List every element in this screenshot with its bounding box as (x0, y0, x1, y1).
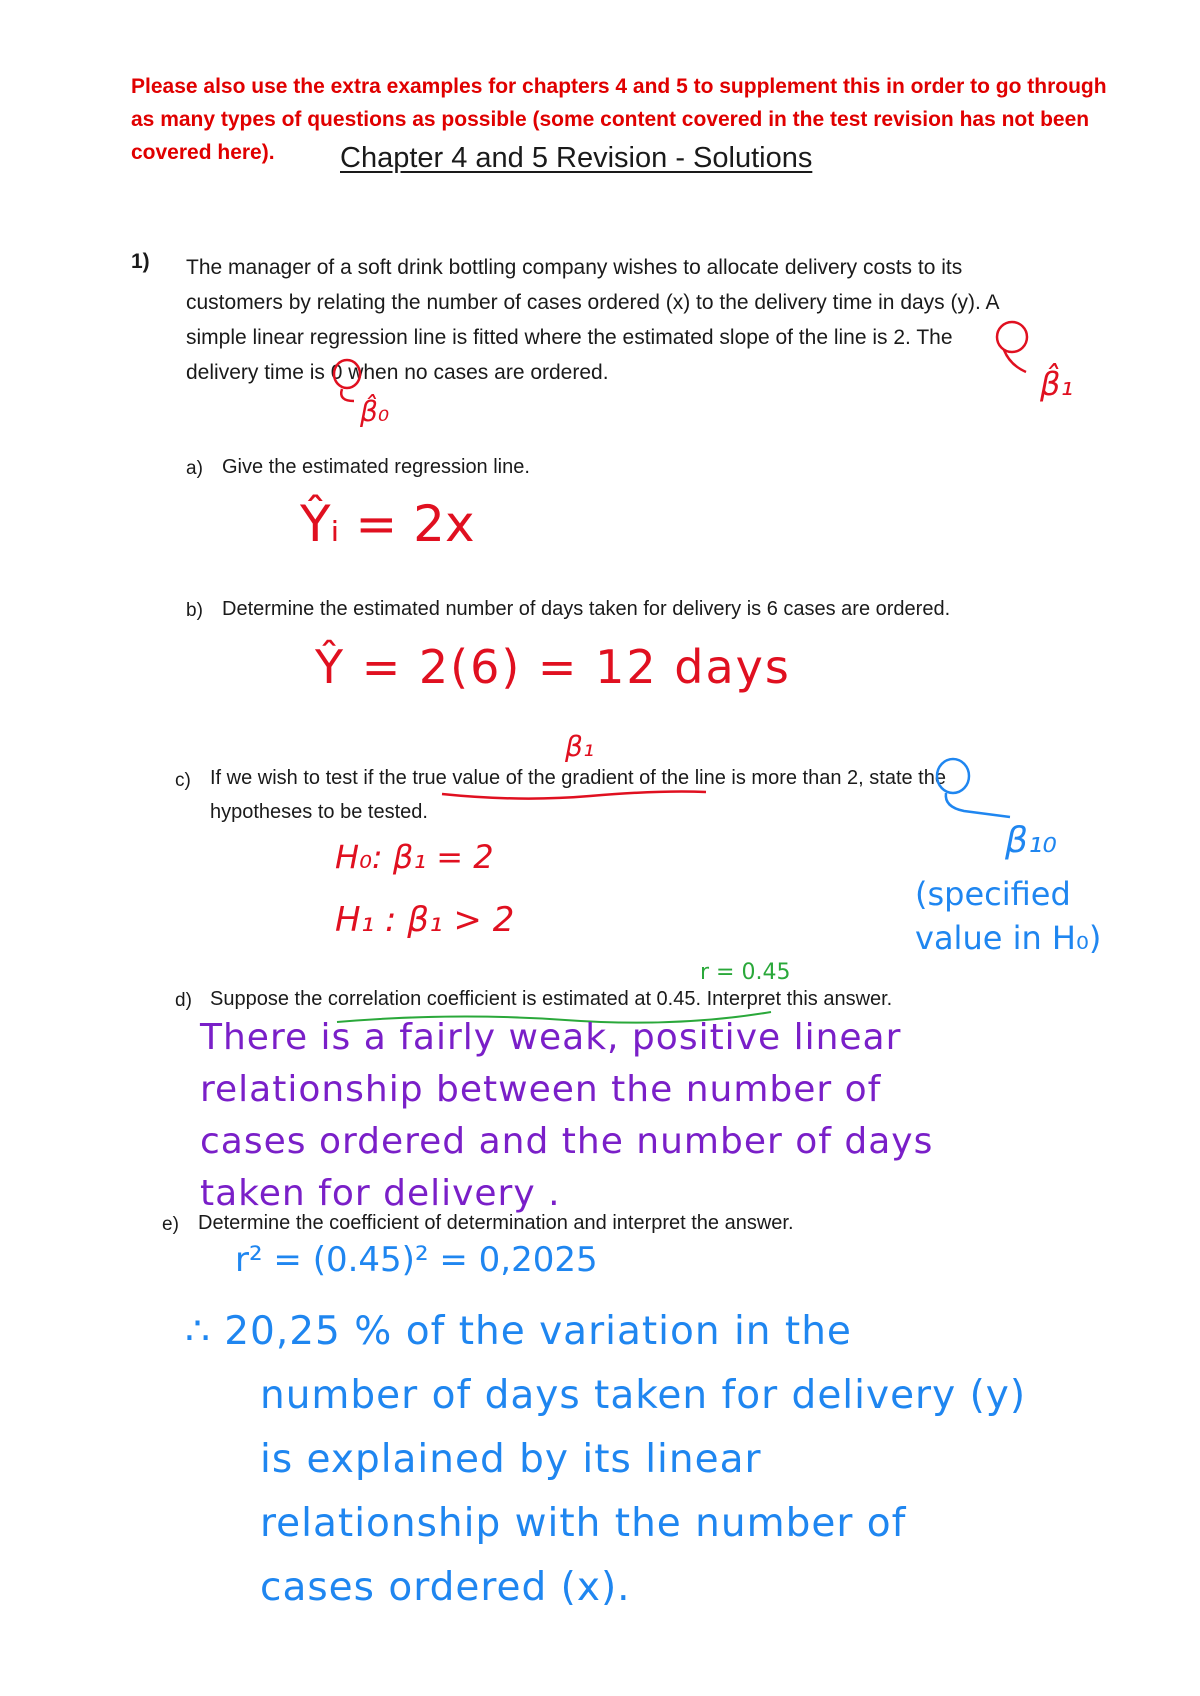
part-b-label: b) (186, 600, 203, 621)
question-text (186, 250, 1086, 390)
gradient-beta-annotation: β₁ (565, 730, 595, 763)
part-a-answer: Ŷᵢ = 2x (300, 495, 475, 553)
part-d-label: d) (175, 990, 192, 1011)
part-c-h1: H₁ : β₁ > 2 (335, 900, 515, 940)
part-c-label: c) (175, 770, 191, 791)
part-c-line1-pre: If we wish to test if the (210, 767, 413, 789)
gradient-underline (440, 782, 710, 804)
question-line: The manager of a soft drink bottling company wishes to allocate delivery costs to its (186, 256, 963, 279)
part-d-pre: Suppose the (210, 988, 328, 1010)
part-a-label: a) (186, 458, 203, 479)
circle-annotation-slope (990, 320, 1040, 380)
side-note-line: value in H₀) (915, 919, 1102, 957)
r-value-annotation: r = 0.45 (700, 960, 791, 985)
part-d-underlined: correlation coefficient (327, 988, 517, 1010)
part-e-calc: r² = (0.45)² = 0,2025 (235, 1240, 598, 1280)
notice-line: covered here). (131, 141, 275, 164)
intercept-symbol-annotation: β̂₀ (360, 395, 390, 428)
question-number: 1) (131, 250, 150, 273)
part-e-answer (185, 1300, 1026, 1620)
part-b-answer: Ŷ = 2(6) = 12 days (315, 640, 791, 694)
notice-line: as many types of questions as possible (some content covered in the test revision has not been (131, 108, 1090, 131)
part-c-line1-post: of the line is more than 2, state the (633, 767, 946, 789)
part-c-underlined: true value of the gradient (412, 767, 634, 789)
part-d-post: is estimated at 0.45. Interpret this answer. (516, 988, 893, 1010)
answer-line: taken for delivery . (200, 1173, 561, 1214)
answer-line: ∴ 20,25 % of the variation in the (185, 1309, 852, 1354)
part-e-label: e) (162, 1214, 179, 1235)
notice-line: Please also use the extra examples for chapters 4 and 5 to supplement this in order to go through (131, 75, 1107, 98)
answer-line: number of days taken for delivery (y) (260, 1373, 1027, 1418)
answer-line: is explained by its linear (260, 1437, 762, 1482)
answer-line: There is a fairly weak, positive linear (200, 1017, 902, 1058)
part-c-side-symbol: β₁₀ (1005, 820, 1057, 861)
part-a-text: Give the estimated regression line. (222, 456, 530, 478)
answer-line: cases ordered (x). (260, 1565, 631, 1610)
part-b-text: Determine the estimated number of days taken for delivery is 6 cases are ordered. (222, 598, 951, 620)
part-d-answer (200, 1012, 933, 1220)
part-e-text: Determine the coefficient of determination and interpret the answer. (198, 1212, 794, 1234)
circle-annotation-two (930, 755, 1020, 830)
answer-line: cases ordered and the number of days (200, 1121, 934, 1162)
page-title: Chapter 4 and 5 Revision - Solutions (340, 142, 813, 174)
answer-line: relationship with the number of (260, 1501, 907, 1546)
part-c-line2: hypotheses to be tested. (210, 801, 428, 823)
part-c-h0: H₀: β₁ = 2 (335, 838, 494, 876)
question-line: customers by relating the number of cases ordered (x) to the delivery time in days (y). A (186, 291, 1000, 314)
side-note-line: (specified (915, 875, 1071, 913)
answer-line: relationship between the number of (200, 1069, 882, 1110)
part-c-side-note (915, 872, 1101, 960)
slope-symbol-annotation: β̂₁ (1040, 365, 1074, 403)
question-line: simple linear regression line is fitted where the estimated slope of the line is 2. The (186, 326, 953, 349)
question-line: delivery time is 0 when no cases are ordered. (186, 361, 609, 384)
